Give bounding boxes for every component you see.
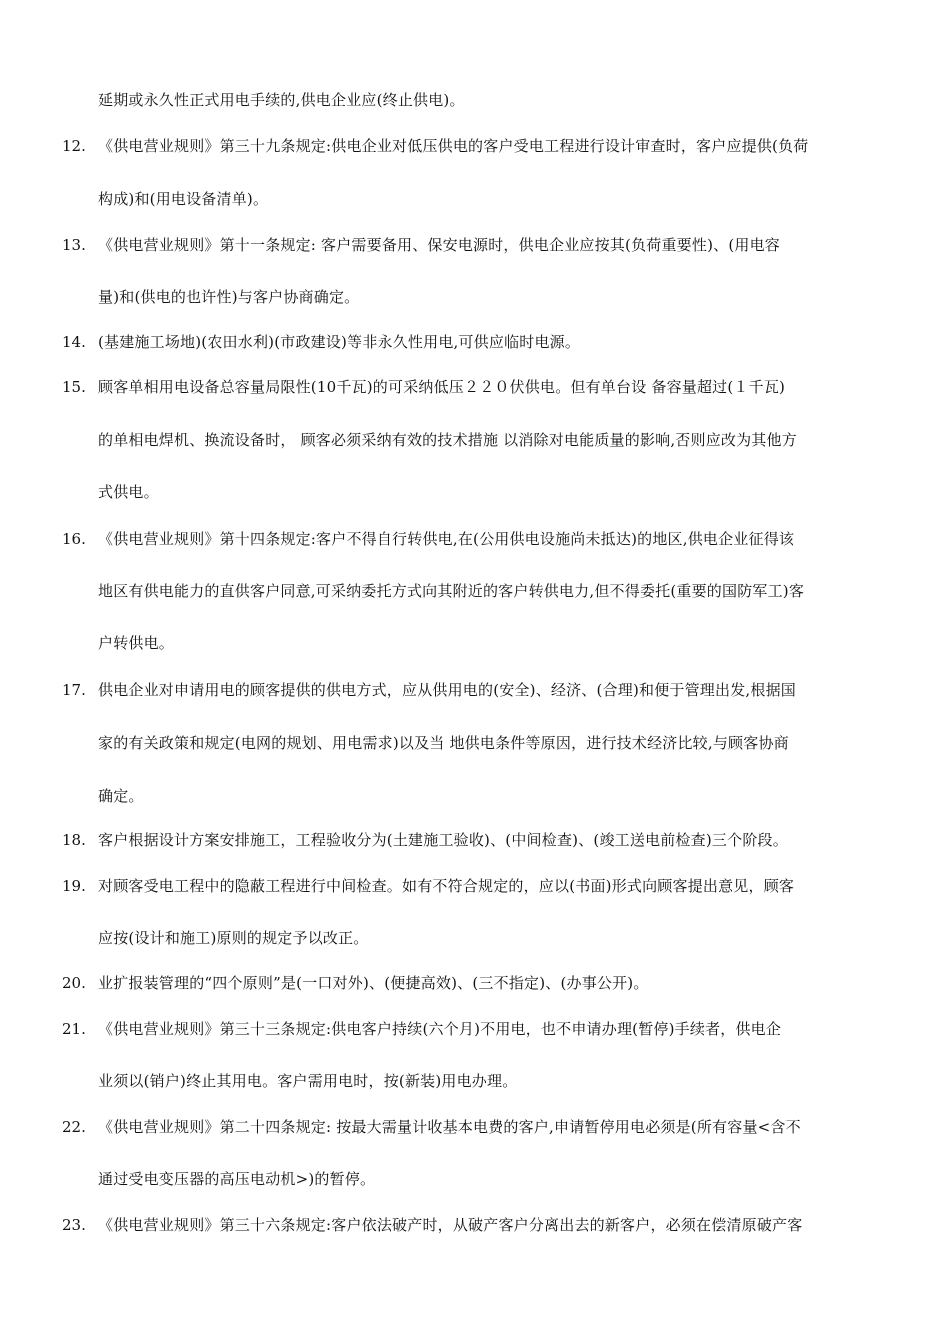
text-line: 确定。 <box>98 787 144 805</box>
text-line: 家的有关政策和规定(电网的规划、用电需求)以及当 地供电条件等原因，进行技术经济比较,与顾客协商 <box>98 734 789 752</box>
text-line: 业须以(销户)终止其用电。客户需用电时，按(新装)用电办理。 <box>98 1072 518 1090</box>
item-number: 13. <box>62 236 86 254</box>
text-line: 《供电营业规则》第十一条规定: 客户需要备用、保安电源时，供电企业应按其(负荷重要性)、(用电容 <box>98 236 780 254</box>
text-line: 《供电营业规则》第三十九条规定:供电企业对低压供电的客户受电工程进行设计审查时，客户应提供(负荷 <box>98 137 809 155</box>
item-number: 19. <box>62 877 86 895</box>
text-line: 通过受电变压器的高压电动机>)的暂停。 <box>98 1170 376 1188</box>
text-line: 《供电营业规则》第三十三条规定:供电客户持续(六个月)不用电，也不申请办理(暂停)手续者，供电企 <box>98 1020 782 1038</box>
text-line: (基建施工场地)(农田水利)(市政建设)等非永久性用电,可供应临时电源。 <box>98 333 581 351</box>
text-line: 对顾客受电工程中的隐蔽工程进行中间检查。如有不符合规定的，应以(书面)形式向顾客提出意见，顾客 <box>98 877 795 895</box>
text-line: 《供电营业规则》第二十四条规定: 按最大需量计收基本电费的客户,申请暂停用电必须是(所有容量<含不 <box>98 1118 801 1136</box>
text-line: 地区有供电能力的直供客户同意,可采纳委托方式向其附近的客户转供电力,但不得委托(重要的国防军工)客 <box>98 582 805 600</box>
text-line: 客户根据设计方案安排施工，工程验收分为(土建施工验收)、(中间检查)、(竣工送电前检查)三个阶段。 <box>98 831 788 849</box>
item-number: 14. <box>62 333 86 351</box>
text-line: 业扩报装管理的“四个原则”是(一口对外)、(便捷高效)、(三不指定)、(办事公开)。 <box>98 974 649 992</box>
text-line: 构成)和(用电设备清单)。 <box>98 190 269 208</box>
item-number: 18. <box>62 831 86 849</box>
item-number: 17. <box>62 681 86 699</box>
text-line: 《供电营业规则》第三十六条规定:客户依法破产时，从破产客户分离出去的新客户，必须在偿清原破产客 <box>98 1216 803 1234</box>
item-number: 20. <box>62 974 86 992</box>
item-number: 16. <box>62 530 86 548</box>
item-number: 12. <box>62 137 86 155</box>
text-line: 延期或永久性正式用电手续的,供电企业应(终止供电)。 <box>98 91 465 109</box>
text-line: 式供电。 <box>98 483 159 501</box>
text-line: 量)和(供电的也许性)与客户协商确定。 <box>98 288 360 306</box>
item-number: 23. <box>62 1216 86 1234</box>
text-line: 应按(设计和施工)原则的规定予以改正。 <box>98 929 369 947</box>
text-line: 的单相电焊机、换流设备时， 顾客必须采纳有效的技术措施 以消除对电能质量的影响,否则应改为其他方 <box>98 431 797 449</box>
text-line: 户转供电。 <box>98 634 175 652</box>
item-number: 15. <box>62 378 86 396</box>
text-line: 《供电营业规则》第十四条规定:客户不得自行转供电,在(公用供电设施尚未抵达)的地区,供电企业征得该 <box>98 530 795 548</box>
item-number: 21. <box>62 1020 86 1038</box>
text-line: 顾客单相用电设备总容量局限性(10千瓦)的可采纳低压２２０伏供电。但有单台设 备容量超过(１千瓦) <box>98 378 786 396</box>
item-number: 22. <box>62 1118 86 1136</box>
text-line: 供电企业对申请用电的顾客提供的供电方式，应从供用电的(安全)、经济、(合理)和便于管理出发,根据国 <box>98 681 796 699</box>
